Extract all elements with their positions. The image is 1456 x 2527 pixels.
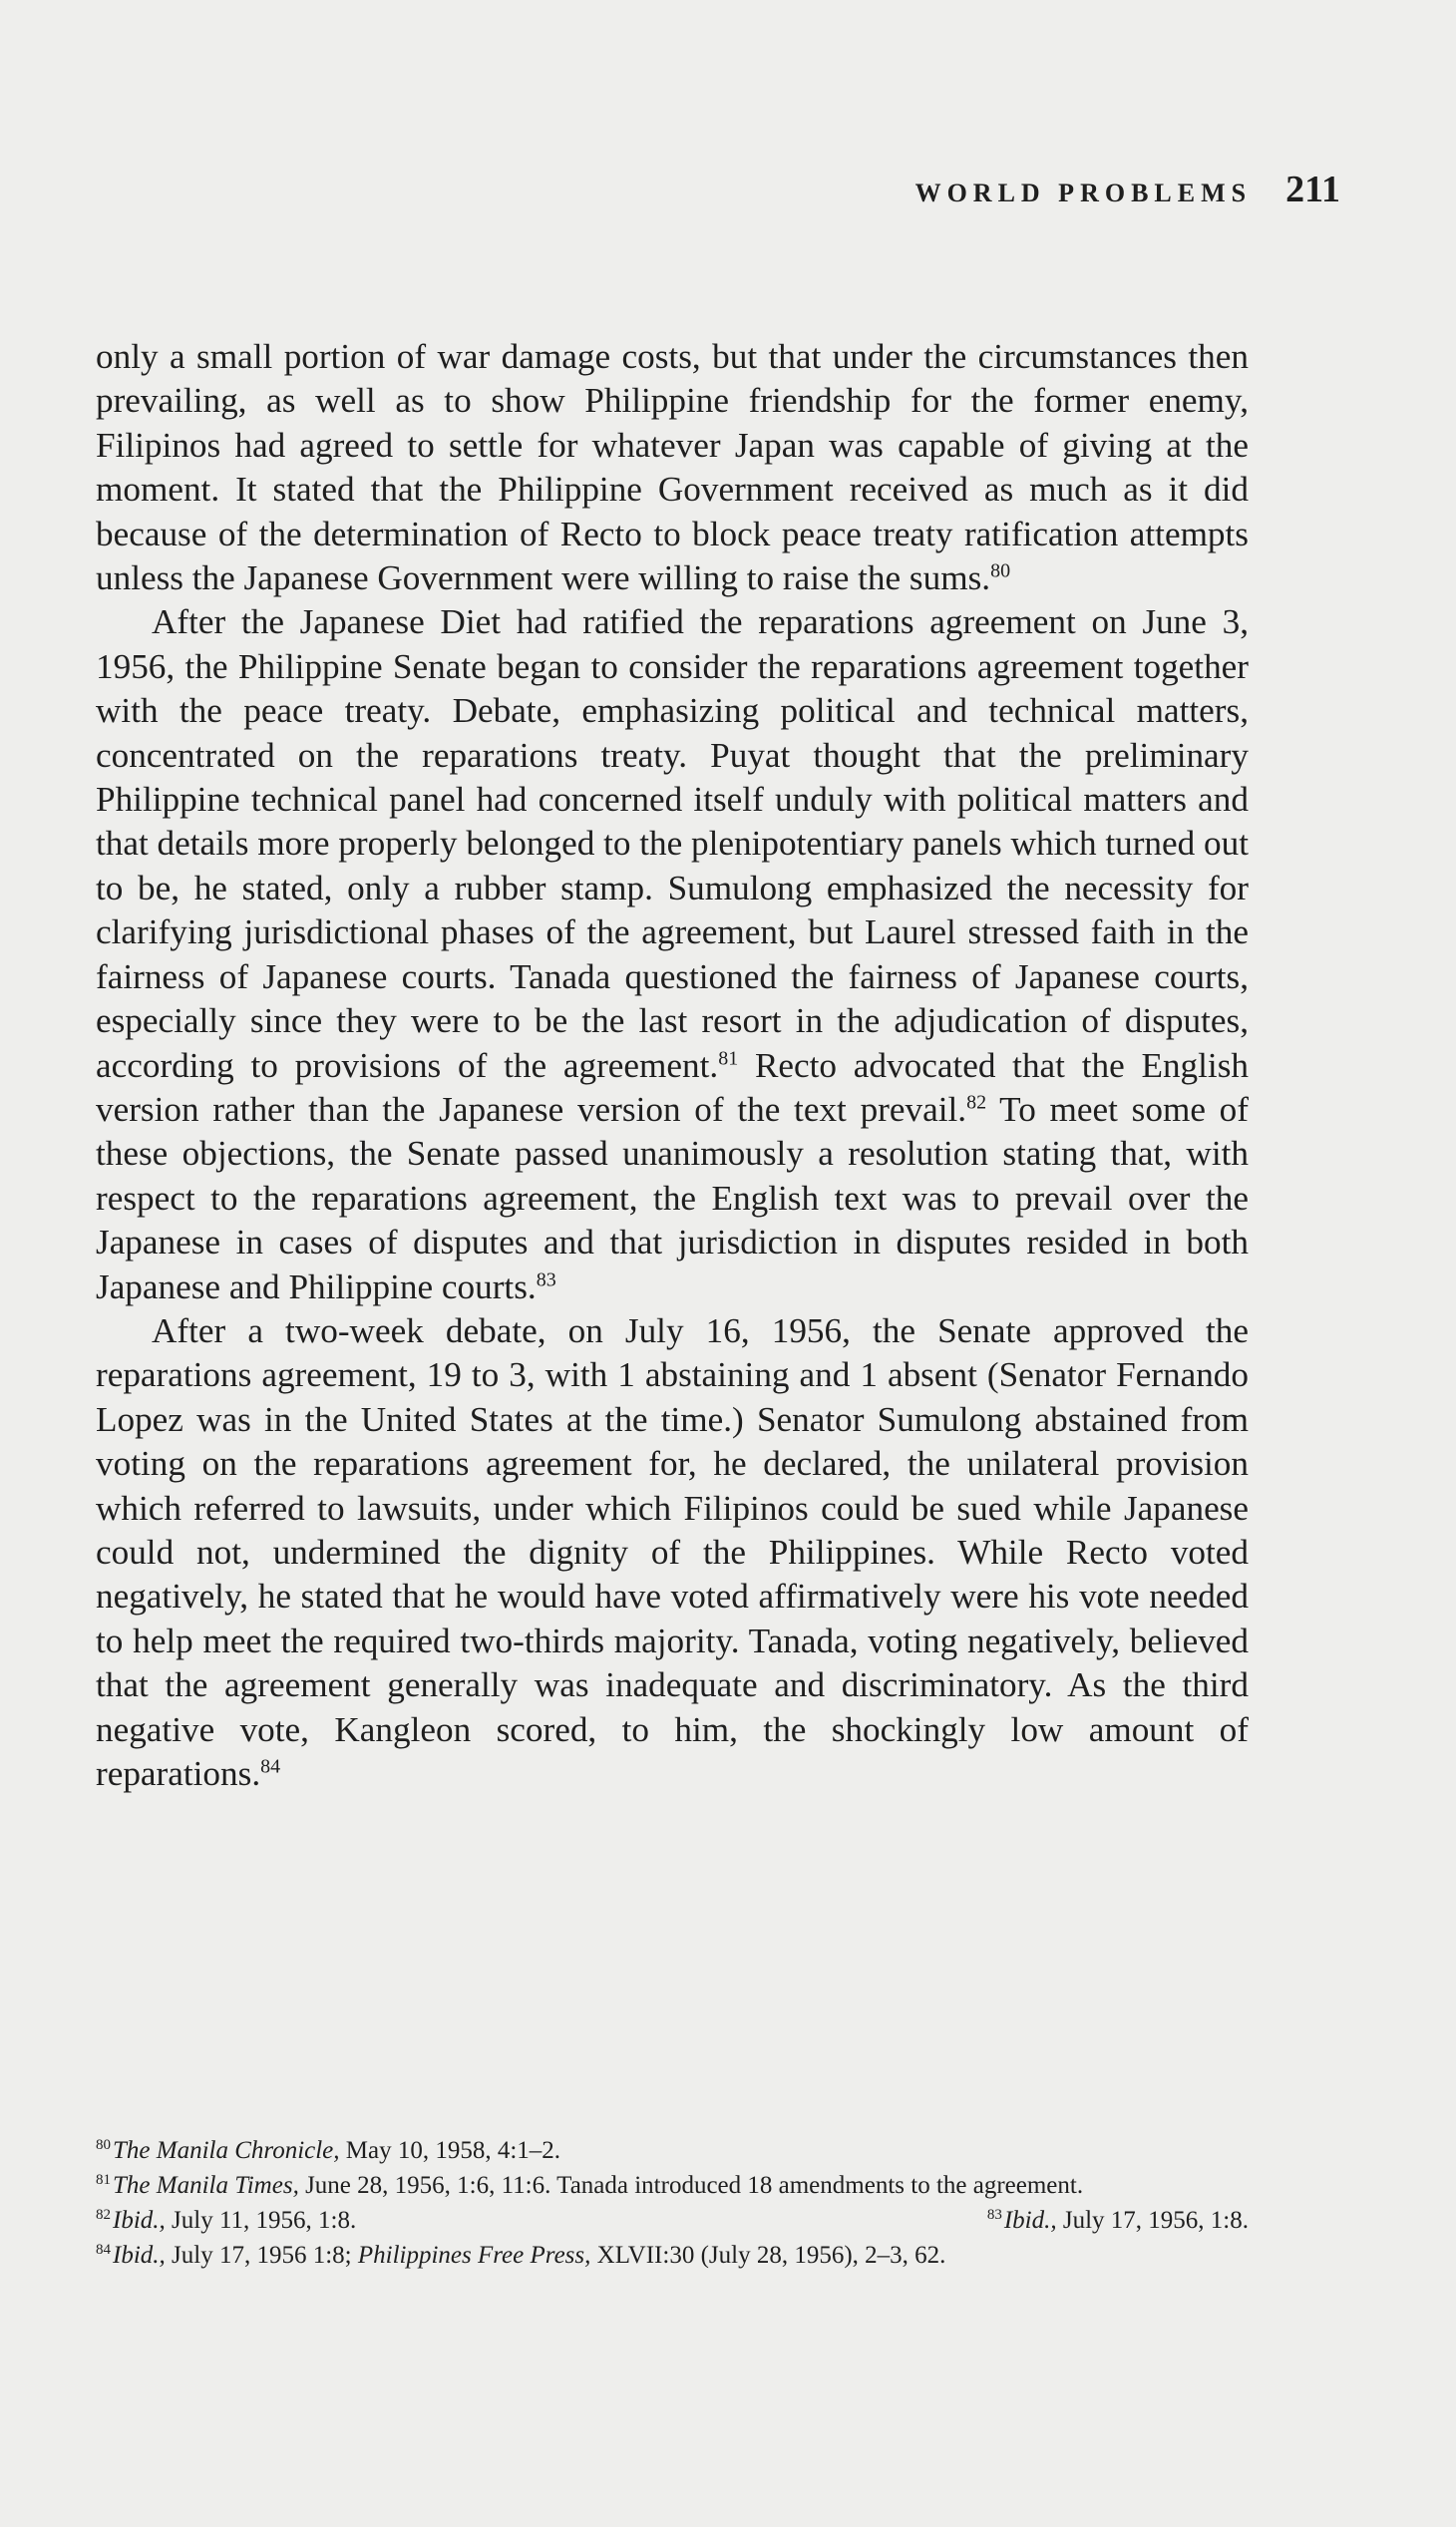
footnote: [96, 2206, 356, 2236]
footnote-source: Ibid.,: [113, 2242, 166, 2269]
footnote-source: Philippines Free Press,: [357, 2242, 591, 2269]
footnote-ref: 83: [536, 1267, 556, 1290]
paragraph-text: Recto advocated that the English version rather than the Japanese version of the text prevail.: [96, 1045, 1249, 1129]
footnote-mark: 82: [96, 2206, 111, 2223]
footnote-ref: 84: [260, 1755, 281, 1778]
paragraph-text: To meet some of these objections, the Senate passed unanimously a resolution stating that, with respect to the reparations agreement, the English text was to prevail over the Japanese in cases of disputes and that jurisdiction in disputes resided in both Japanese and Philippine courts.: [96, 1089, 1249, 1306]
footnote-source: Ibid.,: [1003, 2207, 1057, 2234]
footnote-source: The Manila Chronicle,: [113, 2137, 340, 2164]
footnote: [96, 2136, 1249, 2166]
paragraph-text: After the Japanese Diet had ratified the reparations agreement on June 3, 1956, the Philippine Senate began to consider the reparations agreement together with the peace treaty. Debate, emphasizing political and technical matters, concentrated on the reparations treaty. Puyat thought that the preliminary Philippine technical panel had concerned itself unduly with political matters and that details more properly belonged to the plenipotentiary panels which turned out to be, he stated, only a rubber stamp. Sumulong emphasized the necessity for clarifying jurisdictional phases of the agreement, but Laurel stressed faith in the fairness of Japanese courts. Tanada questioned the fairness of Japanese courts, especially since they were to be the last resort in the adjudication of disputes, according to provisions of the agreement.: [96, 602, 1249, 1085]
footnote-mark: 81: [96, 2171, 111, 2188]
footnote: [96, 2171, 1249, 2201]
footnote-text: July 17, 1956, 1:8.: [1056, 2207, 1249, 2234]
footnote-source: Ibid.,: [113, 2207, 166, 2234]
footnote-ref: 82: [966, 1091, 987, 1114]
paragraph-text: After a two-week debate, on July 16, 1956, the Senate approved the reparations agreement, 19 to 3, with 1 abstaining and 1 absent (Senator Fernando Lopez was in the United States at the time.) Senator Sumulong abstained from voting on the reparations agreement for, he declared, the unilateral provision which referred to lawsuits, under which Filipinos could be sued while Japanese could not, undermined the dignity of the Philippines. While Recto voted negatively, he stated that he would have voted affirmatively were his vote needed to help meet the required two-thirds majority. Tanada, voting negatively, believed that the agreement generally was inadequate and discriminatory. As the third negative vote, Kangleon scored, to him, the shockingly low amount of reparations.: [96, 1310, 1249, 1793]
footnote-mark: 80: [96, 2136, 111, 2153]
body-text: [96, 335, 1249, 1796]
footnote: [96, 2241, 1249, 2271]
page-header: [915, 168, 1340, 211]
paragraph: [96, 335, 1249, 600]
paragraph: [96, 1309, 1249, 1796]
footnote-mark: 83: [986, 2206, 1002, 2223]
footnote-ref: 80: [990, 559, 1011, 582]
footnote-row: [96, 2206, 1249, 2236]
page-number: 211: [1285, 169, 1340, 210]
footnote-text: July 11, 1956, 1:8.: [165, 2207, 357, 2234]
running-head: WORLD PROBLEMS: [914, 179, 1253, 207]
paragraph-text: only a small portion of war damage costs, but that under the circumstances then prevailing, as well as to show Philippine friendship for the former enemy, Filipinos had agreed to settle for whatever Japan was capable of giving at the moment. It stated that the Philippine Government received as much as it did because of the determination of Recto to block peace treaty ratification attempts unless the Japanese Government were willing to raise the sums.: [96, 337, 1249, 598]
footnote-mark: 84: [96, 2241, 111, 2258]
footnote-text: XLVII:30 (July 28, 1956), 2–3, 62.: [590, 2242, 946, 2269]
footnote: [987, 2206, 1249, 2236]
footnote-text: July 17, 1956 1:8;: [165, 2242, 358, 2269]
footnote-source: The Manila Times,: [113, 2172, 299, 2199]
footnotes: [96, 2136, 1249, 2276]
paragraph: [96, 600, 1249, 1309]
footnote-ref: 81: [718, 1046, 739, 1069]
footnote-text: May 10, 1958, 4:1–2.: [339, 2137, 561, 2164]
footnote-text: June 28, 1956, 1:6, 11:6. Tanada introduced 18 amendments to the agreement.: [298, 2172, 1084, 2199]
